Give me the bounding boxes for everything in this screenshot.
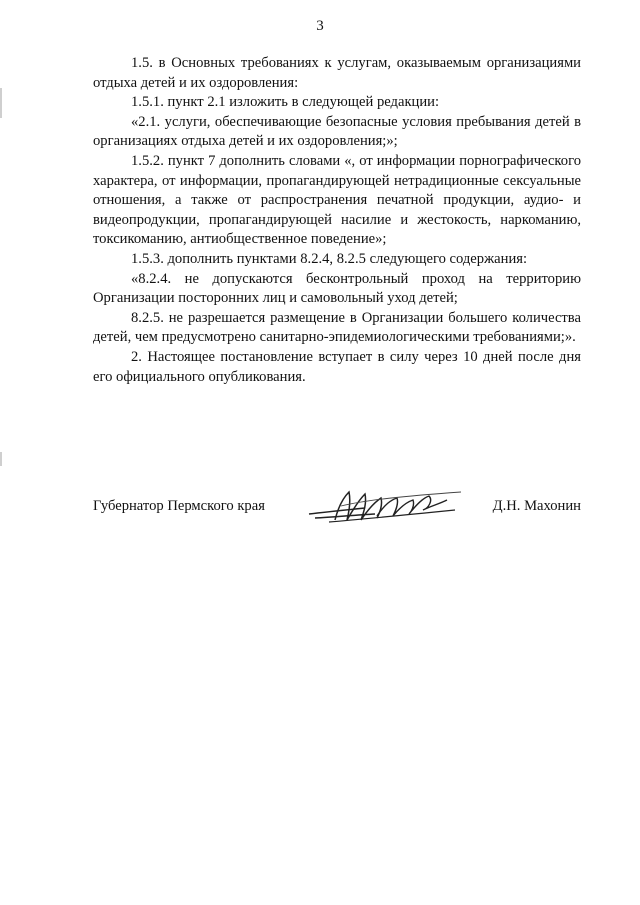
paragraph-1-5-3: 1.5.3. дополнить пунктами 8.2.4, 8.2.5 следующего содержания: xyxy=(131,250,528,267)
signatory-position: Губернатор Пермского края xyxy=(93,498,265,514)
paragraph-1-5-1: 1.5.1. пункт 2.1 изложить в следующей редакции: xyxy=(131,94,440,111)
document-body xyxy=(93,54,581,387)
paragraph-1-5: 1.5. в Основных требованиях к услугам, оказываемым организациями отдыха детей и их оздоровления: xyxy=(93,55,581,91)
page-number: 3 xyxy=(316,18,324,34)
scan-edge-mark-top xyxy=(0,88,2,118)
paragraph-1-5-2: 1.5.2. пункт 7 дополнить словами «, от информации порнографического характера, от информации, пропагандирующей нетрадиционные сексуальные отношения, а также от распространения печатной продукции, аудио- и видеопродукции, пропагандирующей насилие и жестокость, наркоманию, токсикоманию, антиобщественное поведение»; xyxy=(93,152,581,248)
signature-block xyxy=(93,498,581,528)
paragraph-8-2-4: «8.2.4. не допускаются бесконтрольный проход на территорию Организации посторонних лиц и самовольный уход детей; xyxy=(93,270,581,307)
scan-edge-mark-middle xyxy=(0,452,2,466)
paragraph-2-effective-date: 2. Настоящее постановление вступает в силу через 10 дней после дня его официального опубликования. xyxy=(93,348,581,385)
handwritten-signature xyxy=(305,484,465,528)
paragraph-8-2-5: 8.2.5. не разрешается размещение в Организации большего количества детей, чем предусмотрено санитарно-эпидемиологическими требованиями;». xyxy=(93,309,581,346)
paragraph-2-1-quote: «2.1. услуги, обеспечивающие безопасные условия пребывания детей в организациях отдыха детей и их оздоровления;»; xyxy=(93,113,581,150)
signatory-name: Д.Н. Махонин xyxy=(492,498,581,514)
